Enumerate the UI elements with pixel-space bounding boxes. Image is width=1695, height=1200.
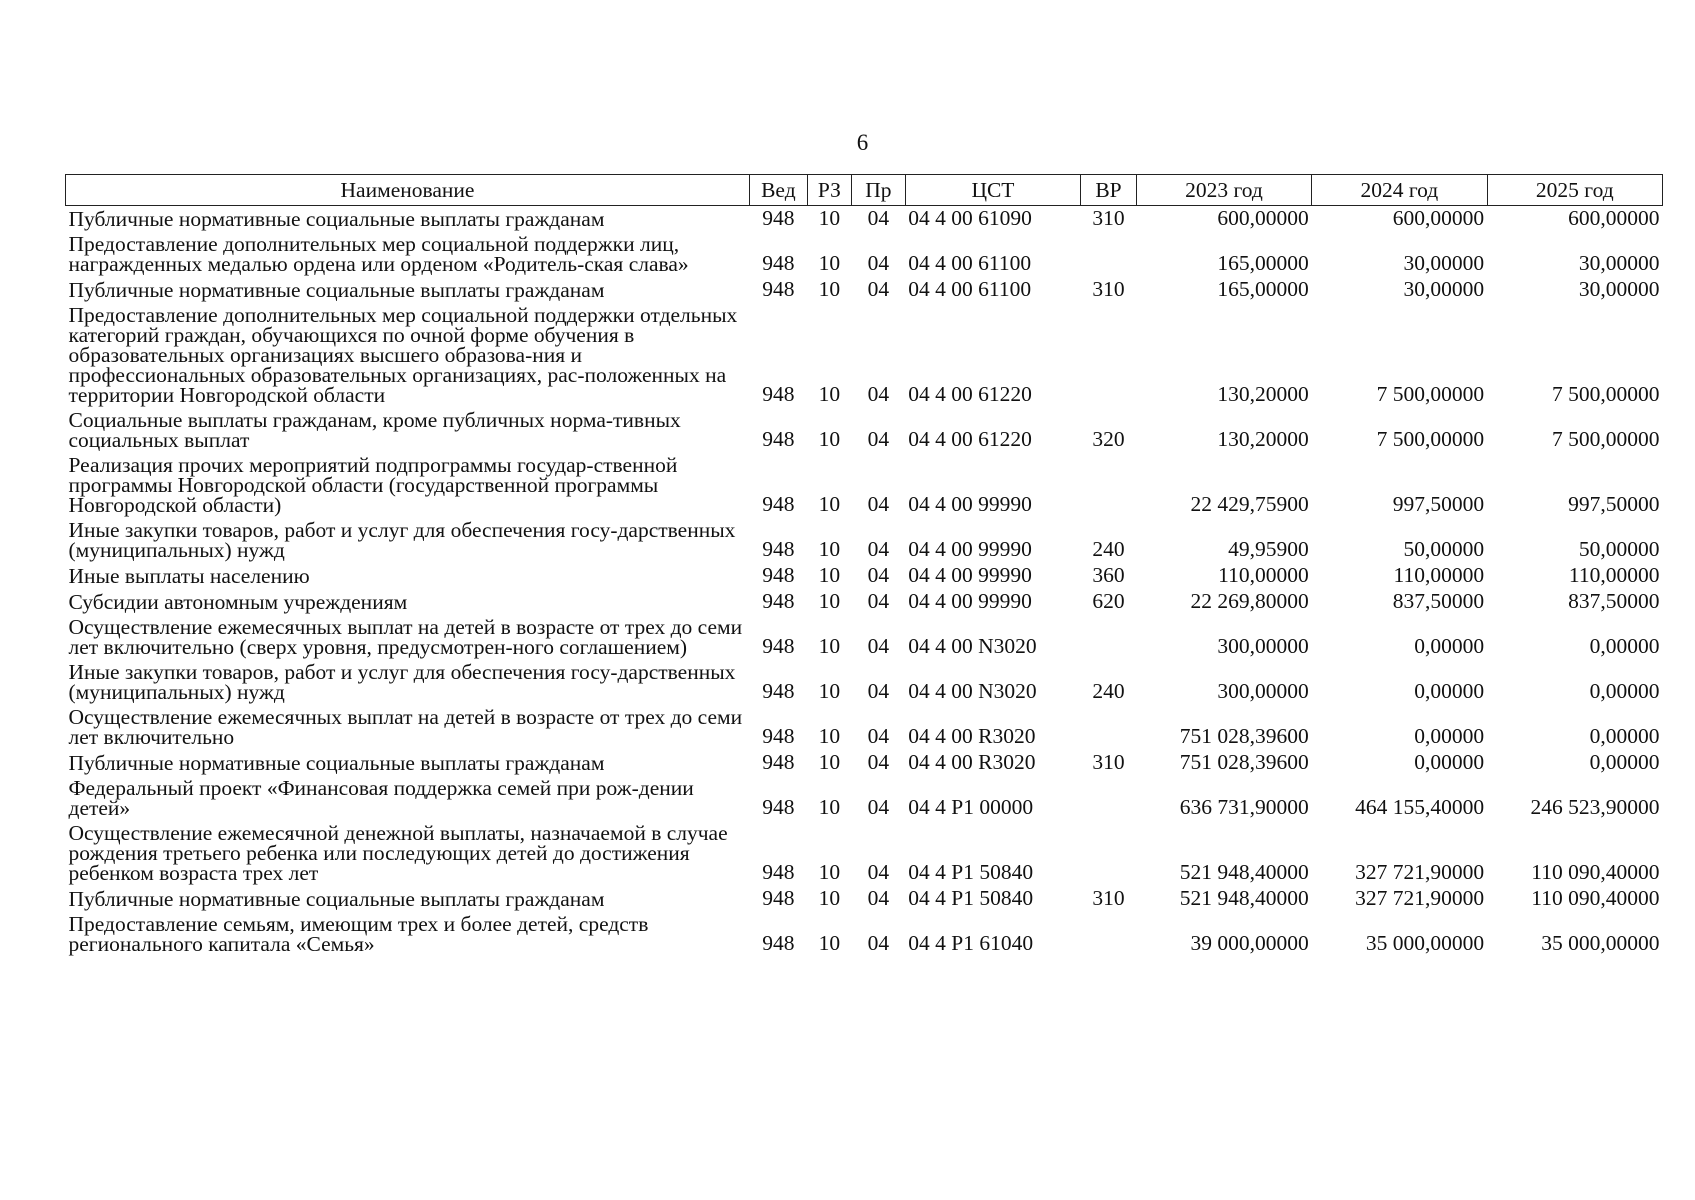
cell-vr bbox=[1081, 705, 1137, 750]
cell-cst: 04 4 00 61100 bbox=[908, 277, 1032, 301]
cell-rz: 10 bbox=[818, 795, 841, 819]
cell-2023: 165,00000 bbox=[1217, 277, 1309, 301]
cell-2024: 327 721,90000 bbox=[1355, 886, 1485, 910]
cell-pr: 04 bbox=[867, 277, 890, 301]
cell-2023: 521 948,40000 bbox=[1179, 886, 1309, 910]
cell-name: Предоставление дополнительных мер социальной поддержки лиц, награжденных медалью ордена или орденом «Родитель-ская слава» bbox=[68, 232, 689, 276]
table-row bbox=[66, 563, 1663, 589]
cell-2025: 246 523,90000 bbox=[1530, 795, 1660, 819]
cell-rz: 10 bbox=[818, 634, 841, 658]
cell-rz: 10 bbox=[818, 537, 841, 561]
cell-ved: 948 bbox=[762, 931, 795, 955]
cell-ved: 948 bbox=[762, 795, 795, 819]
cell-name: Иные закупки товаров, работ и услуг для обеспечения госу-дарственных (муниципальных) нужд bbox=[68, 518, 736, 562]
table-row bbox=[66, 660, 1663, 705]
table-row bbox=[66, 206, 1663, 233]
header-pr: Пр bbox=[852, 175, 906, 206]
cell-2024: 110,00000 bbox=[1393, 563, 1485, 587]
cell-2023: 751 028,39600 bbox=[1179, 724, 1309, 748]
cell-cst: 04 4 00 99990 bbox=[908, 563, 1032, 587]
cell-2024: 464 155,40000 bbox=[1355, 795, 1485, 819]
table-row bbox=[66, 705, 1663, 750]
table-row bbox=[66, 277, 1663, 303]
cell-pr: 04 bbox=[867, 724, 890, 748]
cell-rz: 10 bbox=[818, 679, 841, 703]
cell-ved: 948 bbox=[762, 860, 795, 884]
cell-2023: 636 731,90000 bbox=[1179, 795, 1309, 819]
cell-2025: 110 090,40000 bbox=[1531, 860, 1660, 884]
cell-vr bbox=[1081, 912, 1137, 957]
header-rz: РЗ bbox=[807, 175, 851, 206]
cell-2024: 997,50000 bbox=[1392, 492, 1485, 516]
cell-2025: 7 500,00000 bbox=[1552, 382, 1660, 406]
cell-2024: 327 721,90000 bbox=[1355, 860, 1485, 884]
table-body bbox=[66, 206, 1663, 958]
cell-cst: 04 4 00 61220 bbox=[908, 382, 1032, 406]
cell-ved: 948 bbox=[762, 492, 795, 516]
cell-name: Публичные нормативные социальные выплаты гражданам bbox=[68, 751, 605, 775]
cell-name: Субсидии автономным учреждениям bbox=[68, 590, 408, 614]
table-row bbox=[66, 589, 1663, 615]
table-row bbox=[66, 518, 1663, 563]
cell-vr: 620 bbox=[1092, 589, 1125, 613]
cell-ved: 948 bbox=[762, 589, 795, 613]
cell-rz: 10 bbox=[818, 492, 841, 516]
cell-ved: 948 bbox=[762, 563, 795, 587]
cell-2023: 22 429,75900 bbox=[1190, 492, 1309, 516]
table-row bbox=[66, 912, 1663, 957]
cell-rz: 10 bbox=[818, 886, 841, 910]
cell-name: Осуществление ежемесячных выплат на детей в возрасте от трех до семи лет включительно bbox=[68, 705, 743, 749]
cell-name: Осуществление ежемесячных выплат на детей в возрасте от трех до семи лет включительно (сверх уровня, предусмотрен-ного соглашением) bbox=[68, 615, 743, 659]
cell-pr: 04 bbox=[867, 860, 890, 884]
cell-rz: 10 bbox=[818, 251, 841, 275]
cell-2025: 0,00000 bbox=[1589, 679, 1660, 703]
cell-2023: 300,00000 bbox=[1217, 679, 1309, 703]
cell-ved: 948 bbox=[762, 427, 795, 451]
cell-2025: 50,00000 bbox=[1578, 537, 1660, 561]
cell-2023: 300,00000 bbox=[1217, 634, 1309, 658]
cell-vr bbox=[1081, 453, 1137, 518]
cell-pr: 04 bbox=[867, 679, 890, 703]
cell-2024: 0,00000 bbox=[1414, 724, 1485, 748]
cell-vr: 360 bbox=[1092, 563, 1125, 587]
cell-2025: 0,00000 bbox=[1589, 750, 1660, 774]
header-cst: ЦСТ bbox=[905, 175, 1080, 206]
cell-pr: 04 bbox=[867, 427, 890, 451]
cell-name: Публичные нормативные социальные выплаты гражданам bbox=[68, 278, 605, 302]
cell-vr: 240 bbox=[1092, 679, 1125, 703]
cell-2023: 751 028,39600 bbox=[1179, 750, 1309, 774]
cell-name: Иные закупки товаров, работ и услуг для обеспечения госу-дарственных (муниципальных) нужд bbox=[68, 660, 736, 704]
cell-rz: 10 bbox=[818, 427, 841, 451]
cell-2023: 521 948,40000 bbox=[1179, 860, 1309, 884]
cell-2023: 130,20000 bbox=[1217, 382, 1309, 406]
cell-cst: 04 4 P1 50840 bbox=[908, 860, 1034, 884]
cell-2024: 0,00000 bbox=[1414, 679, 1485, 703]
cell-2025: 30,00000 bbox=[1578, 277, 1660, 301]
page-number: 6 bbox=[856, 130, 869, 155]
cell-pr: 04 bbox=[867, 886, 890, 910]
cell-2024: 600,00000 bbox=[1392, 206, 1485, 230]
cell-pr: 04 bbox=[867, 206, 890, 230]
cell-2023: 110,00000 bbox=[1218, 563, 1309, 587]
cell-ved: 948 bbox=[762, 251, 795, 275]
cell-2023: 22 269,80000 bbox=[1190, 589, 1309, 613]
cell-name: Реализация прочих мероприятий подпрограммы государ-ственной программы Новгородской области (государственной программы Новгородской области) bbox=[68, 453, 678, 517]
cell-2025: 30,00000 bbox=[1578, 251, 1660, 275]
cell-pr: 04 bbox=[867, 537, 890, 561]
table-row bbox=[66, 776, 1663, 821]
cell-ved: 948 bbox=[762, 382, 795, 406]
cell-cst: 04 4 00 61090 bbox=[908, 206, 1032, 230]
cell-ved: 948 bbox=[762, 277, 795, 301]
cell-2023: 165,00000 bbox=[1217, 251, 1309, 275]
cell-cst: 04 4 P1 61040 bbox=[908, 931, 1034, 955]
cell-name: Предоставление семьям, имеющим трех и более детей, средств регионального капитала «Семья» bbox=[68, 912, 649, 956]
table-row bbox=[66, 886, 1663, 912]
table-row bbox=[66, 821, 1663, 886]
cell-cst: 04 4 P1 50840 bbox=[908, 886, 1034, 910]
cell-vr bbox=[1081, 232, 1137, 277]
cell-pr: 04 bbox=[867, 382, 890, 406]
cell-vr bbox=[1081, 615, 1137, 660]
table-row bbox=[66, 303, 1663, 408]
cell-2025: 110 090,40000 bbox=[1531, 886, 1660, 910]
cell-name: Социальные выплаты гражданам, кроме публичных норма-тивных социальных выплат bbox=[68, 408, 681, 452]
cell-name: Иные выплаты населению bbox=[68, 564, 310, 588]
header-vr: ВР bbox=[1081, 175, 1137, 206]
cell-vr: 310 bbox=[1092, 886, 1125, 910]
cell-ved: 948 bbox=[762, 750, 795, 774]
cell-vr: 320 bbox=[1092, 427, 1125, 451]
cell-cst: 04 4 00 N3020 bbox=[908, 679, 1037, 703]
table-row bbox=[66, 615, 1663, 660]
cell-cst: 04 4 00 N3020 bbox=[908, 634, 1037, 658]
cell-2024: 7 500,00000 bbox=[1376, 427, 1485, 451]
cell-2023: 39 000,00000 bbox=[1190, 931, 1309, 955]
cell-rz: 10 bbox=[818, 724, 841, 748]
table-header-row bbox=[66, 175, 1663, 206]
cell-rz: 10 bbox=[818, 589, 841, 613]
cell-2025: 600,00000 bbox=[1568, 206, 1660, 230]
header-ved: Вед bbox=[749, 175, 807, 206]
cell-ved: 948 bbox=[762, 679, 795, 703]
cell-pr: 04 bbox=[867, 251, 890, 275]
table-row bbox=[66, 453, 1663, 518]
cell-rz: 10 bbox=[818, 860, 841, 884]
cell-pr: 04 bbox=[867, 750, 890, 774]
cell-rz: 10 bbox=[818, 277, 841, 301]
cell-rz: 10 bbox=[818, 931, 841, 955]
cell-2024: 30,00000 bbox=[1403, 251, 1485, 275]
cell-rz: 10 bbox=[818, 563, 841, 587]
table-row bbox=[66, 232, 1663, 277]
cell-name: Публичные нормативные социальные выплаты гражданам bbox=[68, 887, 605, 911]
cell-2025: 997,50000 bbox=[1568, 492, 1660, 516]
cell-vr: 310 bbox=[1092, 277, 1125, 301]
cell-rz: 10 bbox=[818, 206, 841, 230]
cell-cst: 04 4 00 99990 bbox=[908, 492, 1032, 516]
cell-2024: 0,00000 bbox=[1414, 750, 1485, 774]
cell-name: Федеральный проект «Финансовая поддержка семей при рож-дении детей» bbox=[68, 776, 694, 820]
cell-2023: 130,20000 bbox=[1217, 427, 1309, 451]
table-row bbox=[66, 408, 1663, 453]
cell-name: Предоставление дополнительных мер социальной поддержки отдельных категорий граждан, обучающихся по очной форме обучения в образовательных организациях высшего образова-ния и профессиональных образовательных организациях, рас-положенных на территории Новгородской области bbox=[68, 303, 738, 407]
cell-pr: 04 bbox=[867, 634, 890, 658]
cell-rz: 10 bbox=[818, 750, 841, 774]
cell-cst: 04 4 00 99990 bbox=[908, 589, 1032, 613]
cell-ved: 948 bbox=[762, 886, 795, 910]
cell-ved: 948 bbox=[762, 634, 795, 658]
cell-2023: 49,95900 bbox=[1228, 537, 1309, 561]
cell-2024: 837,50000 bbox=[1392, 589, 1485, 613]
cell-vr: 240 bbox=[1092, 537, 1125, 561]
cell-vr bbox=[1081, 776, 1137, 821]
cell-2023: 600,00000 bbox=[1217, 206, 1309, 230]
header-2023: 2023 год bbox=[1136, 175, 1311, 206]
cell-2025: 0,00000 bbox=[1589, 724, 1660, 748]
cell-2024: 0,00000 bbox=[1414, 634, 1485, 658]
cell-pr: 04 bbox=[867, 931, 890, 955]
cell-2024: 30,00000 bbox=[1403, 277, 1485, 301]
cell-vr: 310 bbox=[1092, 750, 1125, 774]
cell-2024: 7 500,00000 bbox=[1376, 382, 1485, 406]
cell-2024: 50,00000 bbox=[1403, 537, 1485, 561]
cell-name: Публичные нормативные социальные выплаты гражданам bbox=[68, 207, 605, 231]
cell-pr: 04 bbox=[867, 795, 890, 819]
cell-pr: 04 bbox=[867, 563, 890, 587]
budget-table bbox=[65, 174, 1663, 957]
cell-ved: 948 bbox=[762, 206, 795, 230]
cell-name: Осуществление ежемесячной денежной выплаты, назначаемой в случае рождения третьего ребенка или последующих детей до достижения ребенком возраста трех лет bbox=[68, 821, 728, 885]
cell-2025: 7 500,00000 bbox=[1552, 427, 1660, 451]
header-2024: 2024 год bbox=[1312, 175, 1487, 206]
cell-pr: 04 bbox=[867, 492, 890, 516]
cell-ved: 948 bbox=[762, 724, 795, 748]
cell-2025: 35 000,00000 bbox=[1541, 931, 1660, 955]
cell-cst: 04 4 00 R3020 bbox=[908, 724, 1036, 748]
table-row bbox=[66, 750, 1663, 776]
cell-cst: 04 4 00 R3020 bbox=[908, 750, 1036, 774]
cell-2025: 110,00000 bbox=[1568, 563, 1660, 587]
cell-ved: 948 bbox=[762, 537, 795, 561]
cell-rz: 10 bbox=[818, 382, 841, 406]
cell-cst: 04 4 P1 00000 bbox=[908, 795, 1034, 819]
cell-cst: 04 4 00 61100 bbox=[908, 251, 1032, 275]
cell-cst: 04 4 00 61220 bbox=[908, 427, 1032, 451]
cell-pr: 04 bbox=[867, 589, 890, 613]
cell-2025: 837,50000 bbox=[1568, 589, 1660, 613]
cell-2025: 0,00000 bbox=[1589, 634, 1660, 658]
cell-vr bbox=[1081, 303, 1137, 408]
cell-2024: 35 000,00000 bbox=[1365, 931, 1485, 955]
header-name: Наименование bbox=[66, 175, 750, 206]
cell-vr: 310 bbox=[1092, 206, 1125, 230]
cell-vr bbox=[1081, 821, 1137, 886]
cell-cst: 04 4 00 99990 bbox=[908, 537, 1032, 561]
header-2025: 2025 год bbox=[1487, 175, 1662, 206]
